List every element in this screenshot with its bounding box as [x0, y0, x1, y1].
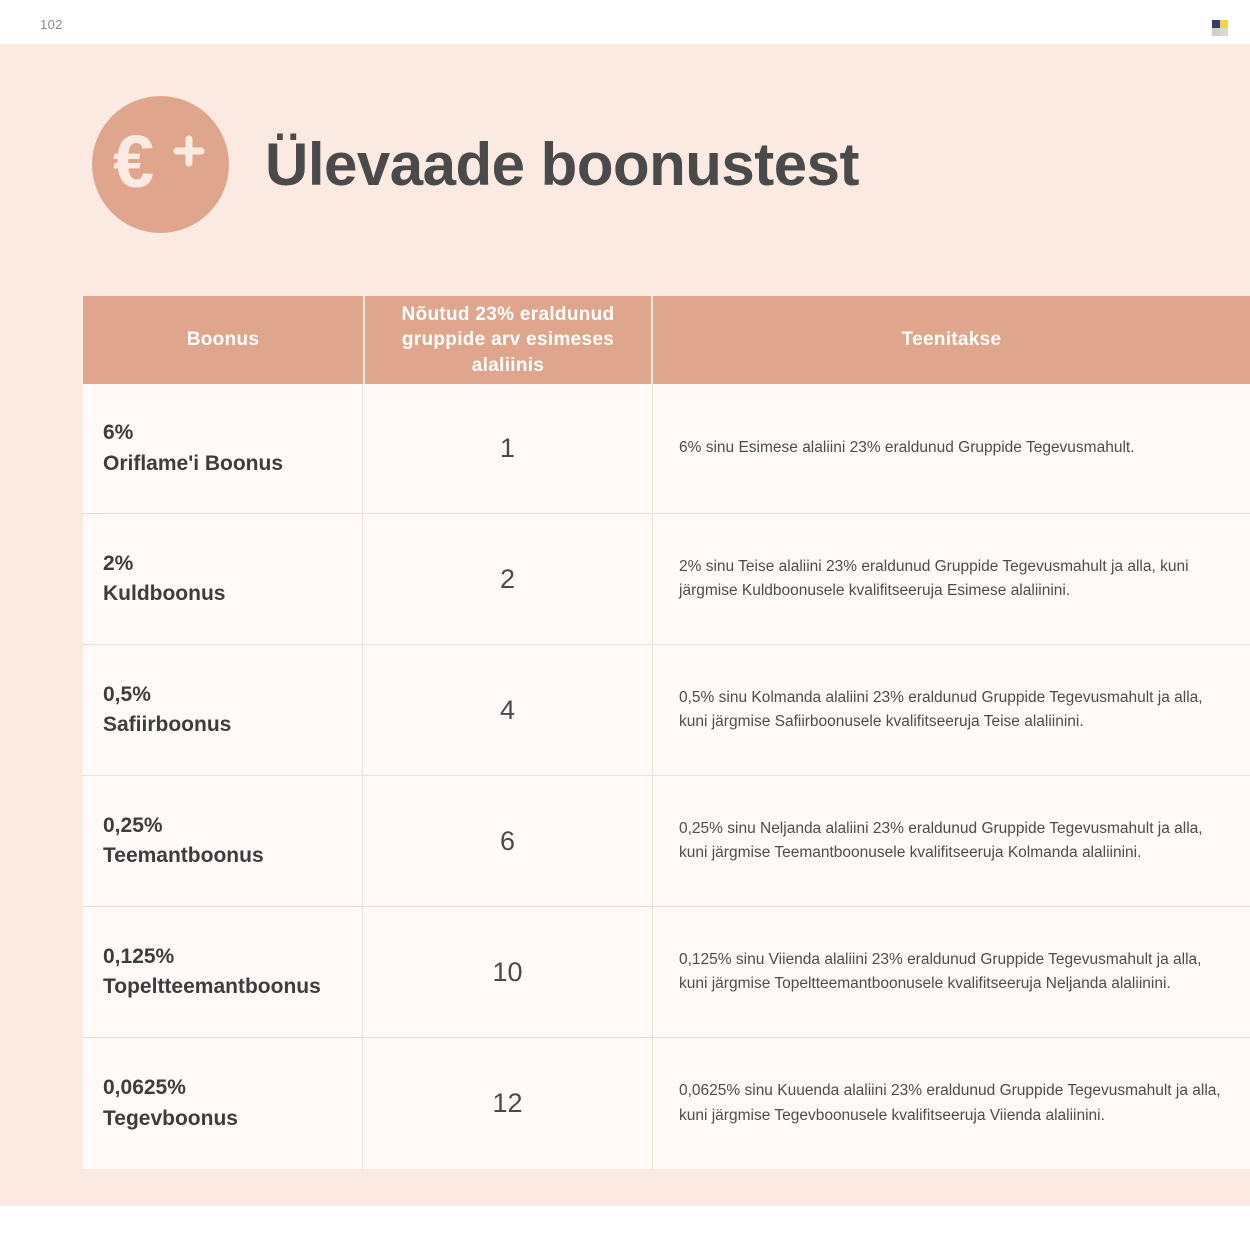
description-text: 0,25% sinu Neljanda alaliini 23% eraldunud Gruppide Tegevusmahult ja alla, kuni järgmise Teemantboonusele kvalifitseeruja Kolmanda alaliinini. — [679, 819, 1203, 861]
svg-text:€: € — [112, 124, 154, 203]
bonus-label — [103, 418, 283, 479]
bonus-label — [103, 680, 231, 741]
bonus-name: Kuldboonus — [103, 582, 226, 605]
bonus-label — [103, 811, 264, 872]
bonus-percent: 0,25% — [103, 813, 163, 837]
bonus-label — [103, 549, 225, 610]
cell-bonus — [83, 645, 363, 775]
bottom-bar — [0, 1206, 1250, 1250]
cell-description — [653, 907, 1250, 1037]
cell-group-count — [363, 384, 653, 513]
table-row — [83, 907, 1250, 1038]
group-count-value: 2 — [499, 563, 516, 594]
cell-group-count — [363, 907, 653, 1037]
bonus-label — [103, 1073, 238, 1134]
cell-group-count — [363, 776, 653, 906]
description-text: 6% sinu Esimese alaliini 23% eraldunud Gruppide Tegevusmahult. — [679, 439, 1135, 457]
cell-description — [653, 776, 1250, 906]
bonus-label — [103, 942, 321, 1003]
cell-group-count — [363, 514, 653, 644]
bonus-overview-table — [83, 296, 1250, 1169]
bonus-name: Safiirboonus — [103, 713, 232, 736]
cell-bonus — [83, 514, 363, 644]
table-row — [83, 776, 1250, 907]
table-row — [83, 1038, 1250, 1169]
cell-description — [653, 645, 1250, 775]
cell-description — [653, 384, 1250, 513]
page-number: 102 — [40, 17, 63, 32]
table-row — [83, 514, 1250, 645]
cell-group-count — [363, 1038, 653, 1169]
group-count-value: 10 — [492, 956, 523, 987]
bonus-percent: 0,0625% — [103, 1076, 186, 1100]
bonus-percent: 0,125% — [103, 944, 175, 968]
table-row — [83, 645, 1250, 776]
table-header-group-count: Nõutud 23% eraldunud gruppide arv esimeses alaliinis — [363, 296, 653, 384]
bonus-name: Topeltteemantboonus — [103, 975, 321, 998]
cell-bonus — [83, 907, 363, 1037]
description-text: 2% sinu Teise alaliini 23% eraldunud Gruppide Tegevusmahult ja alla, kuni järgmise Kuldboonusele kvalifitseeruja Esimese alaliinini. — [679, 557, 1189, 599]
bonus-percent: 6% — [103, 421, 134, 445]
bonus-percent: 2% — [103, 551, 134, 575]
table-header-earned: Teenitakse — [901, 329, 1002, 351]
table-row — [83, 384, 1250, 514]
color-registration-mark-icon — [1212, 20, 1228, 36]
bonus-name: Tegevboonus — [103, 1106, 238, 1130]
table-header-bonus: Boonus — [186, 329, 260, 351]
description-text: 0,5% sinu Kolmanda alaliini 23% eraldunud Gruppide Tegevusmahult ja alla, kuni järgmise Safiirboonusele kvalifitseeruja Teise alaliinini. — [679, 688, 1203, 730]
cell-description — [653, 1038, 1250, 1169]
cell-bonus — [83, 384, 363, 513]
top-bar — [0, 0, 1250, 44]
description-text: 0,125% sinu Viienda alaliini 23% eraldunud Gruppide Tegevusmahult ja alla, kuni järgmise Topeltteemantboonusele kvalifitseeruja Neljanda alaliinini. — [679, 950, 1202, 992]
group-count-value: 1 — [499, 433, 516, 463]
bonus-name: Oriflame'i Boonus — [103, 451, 284, 475]
table-header-row — [83, 296, 1250, 384]
group-count-value: 6 — [499, 825, 516, 856]
group-count-value: 12 — [492, 1088, 523, 1118]
cell-bonus — [83, 1038, 363, 1169]
bonus-percent: 0,5% — [103, 682, 151, 706]
cell-description — [653, 514, 1250, 644]
description-text: 0,0625% sinu Kuuenda alaliini 23% eraldunud Gruppide Tegevusmahult ja alla, kuni järgmise Tegevboonusele kvalifitseeruja Viienda alaliinini. — [679, 1082, 1221, 1124]
cell-bonus — [83, 776, 363, 906]
group-count-value: 4 — [499, 694, 516, 725]
page-header — [92, 96, 859, 233]
euro-plus-icon — [92, 96, 229, 233]
cell-group-count — [363, 645, 653, 775]
page-title: Ülevaade boonustest — [265, 131, 859, 198]
bonus-name: Teemantboonus — [103, 844, 264, 867]
